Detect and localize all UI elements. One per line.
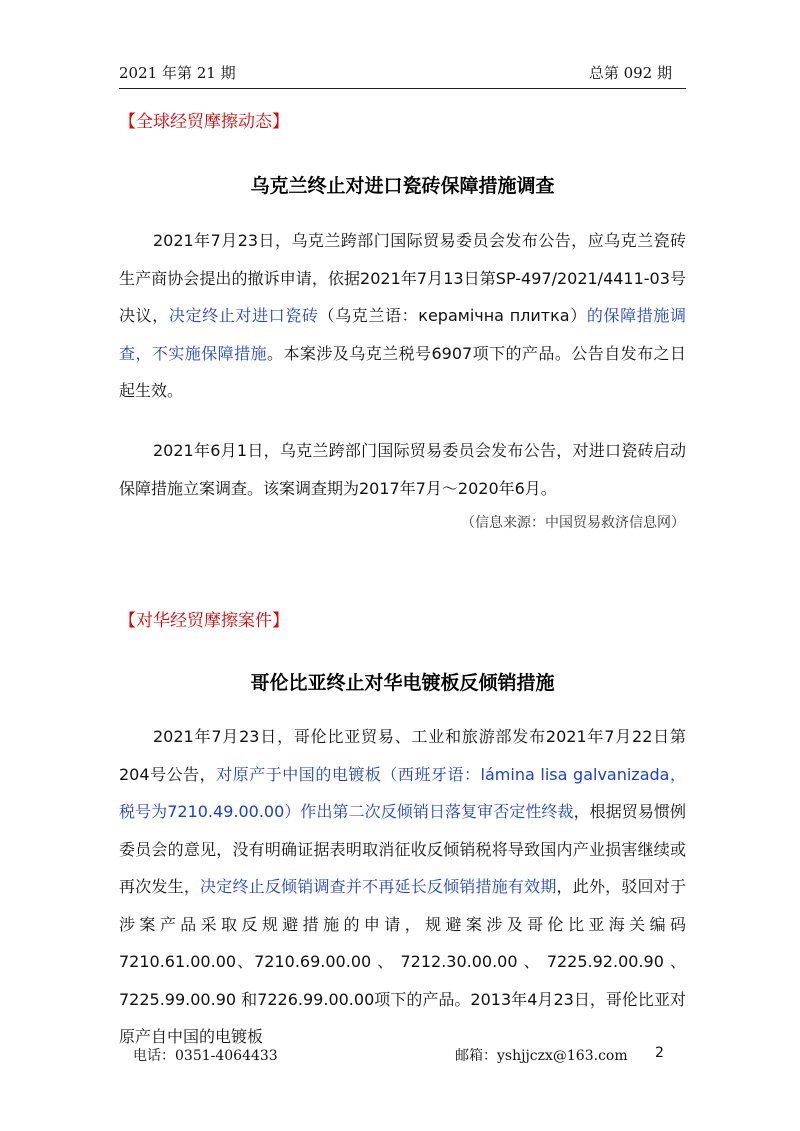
article-title-ukraine: 乌克兰终止对进口瓷砖保障措施调查 xyxy=(250,175,555,197)
paragraph-text: （乌克兰语：керамічна плитка） xyxy=(318,306,587,325)
highlighted-text: 对原产于中国的电镀板（西班牙语：lámina lisa galvanizada，税号为7210.49.00.00）作出第二次反倾销日落复审否定性终裁 xyxy=(119,764,686,821)
paragraph-text: ，此外，驳回对于涉案产品采取反规避措施的申请，规避案涉及哥伦比亚海关编码7210.61.00.00、7210.69.00.00 、 7212.30.00.00 、 7225.92.00.90 、 7225.99.00.90 和7226.99.00.00项下的产品。2013年4月23日，哥伦比亚对原产自中国的电镀板 xyxy=(119,877,686,1046)
article-paragraph: 2021年6月1日，乌克兰跨部门国际贸易委员会发布公告，对进口瓷砖启动保障措施立案调查。该案调查期为2017年7月～2020年6月。 xyxy=(119,441,686,498)
source-note: （信息来源：中国贸易救济信息网） xyxy=(461,515,685,531)
article-paragraph xyxy=(119,222,686,410)
footer-phone: 电话：0351-4064433 xyxy=(133,1048,278,1064)
footer-email: 邮箱：yshjjczx@163.com xyxy=(455,1048,628,1064)
paragraph-text: 2021年7月23日，乌克兰跨部门国际贸易委员会发布公告，应乌克兰瓷砖生产商协会提出的撤诉申请，依据2021年7月13日第SP-497/2021/4411-03号决议， xyxy=(119,231,686,325)
article-title-colombia: 哥伦比亚终止对华电镀板反倾销措施 xyxy=(250,672,555,694)
paragraph-text: ，根据贸易惯例委员会的意见，没有明确证据表明取消征收反倾销税将导致国内产业损害继续或再次发生， xyxy=(119,802,686,896)
article-paragraph xyxy=(119,718,686,1056)
issue-number: 2021 年第 21 期 xyxy=(119,64,236,82)
highlighted-text: 的保障措施调查，不实施保障措施 xyxy=(119,306,686,363)
total-issue-number: 总第 092 期 xyxy=(588,64,672,82)
section-label-global: 【全球经贸摩擦动态】 xyxy=(119,112,289,132)
paragraph-text: 。本案涉及乌克兰税号6907项下的产品。公告自发布之日起生效。 xyxy=(119,343,686,400)
page-number: 2 xyxy=(655,1045,664,1061)
highlighted-text: 决定终止对进口瓷砖 xyxy=(168,306,319,325)
page-header xyxy=(119,58,686,89)
paragraph-text: 2021年7月23日，哥伦比亚贸易、工业和旅游部发布2021年7月22日第204号公告， xyxy=(119,727,686,784)
highlighted-text: 决定终止反倾销调查并不再延长反倾销措施有效期 xyxy=(200,877,557,896)
section-label-china-cases: 【对华经贸摩擦案件】 xyxy=(119,611,289,631)
